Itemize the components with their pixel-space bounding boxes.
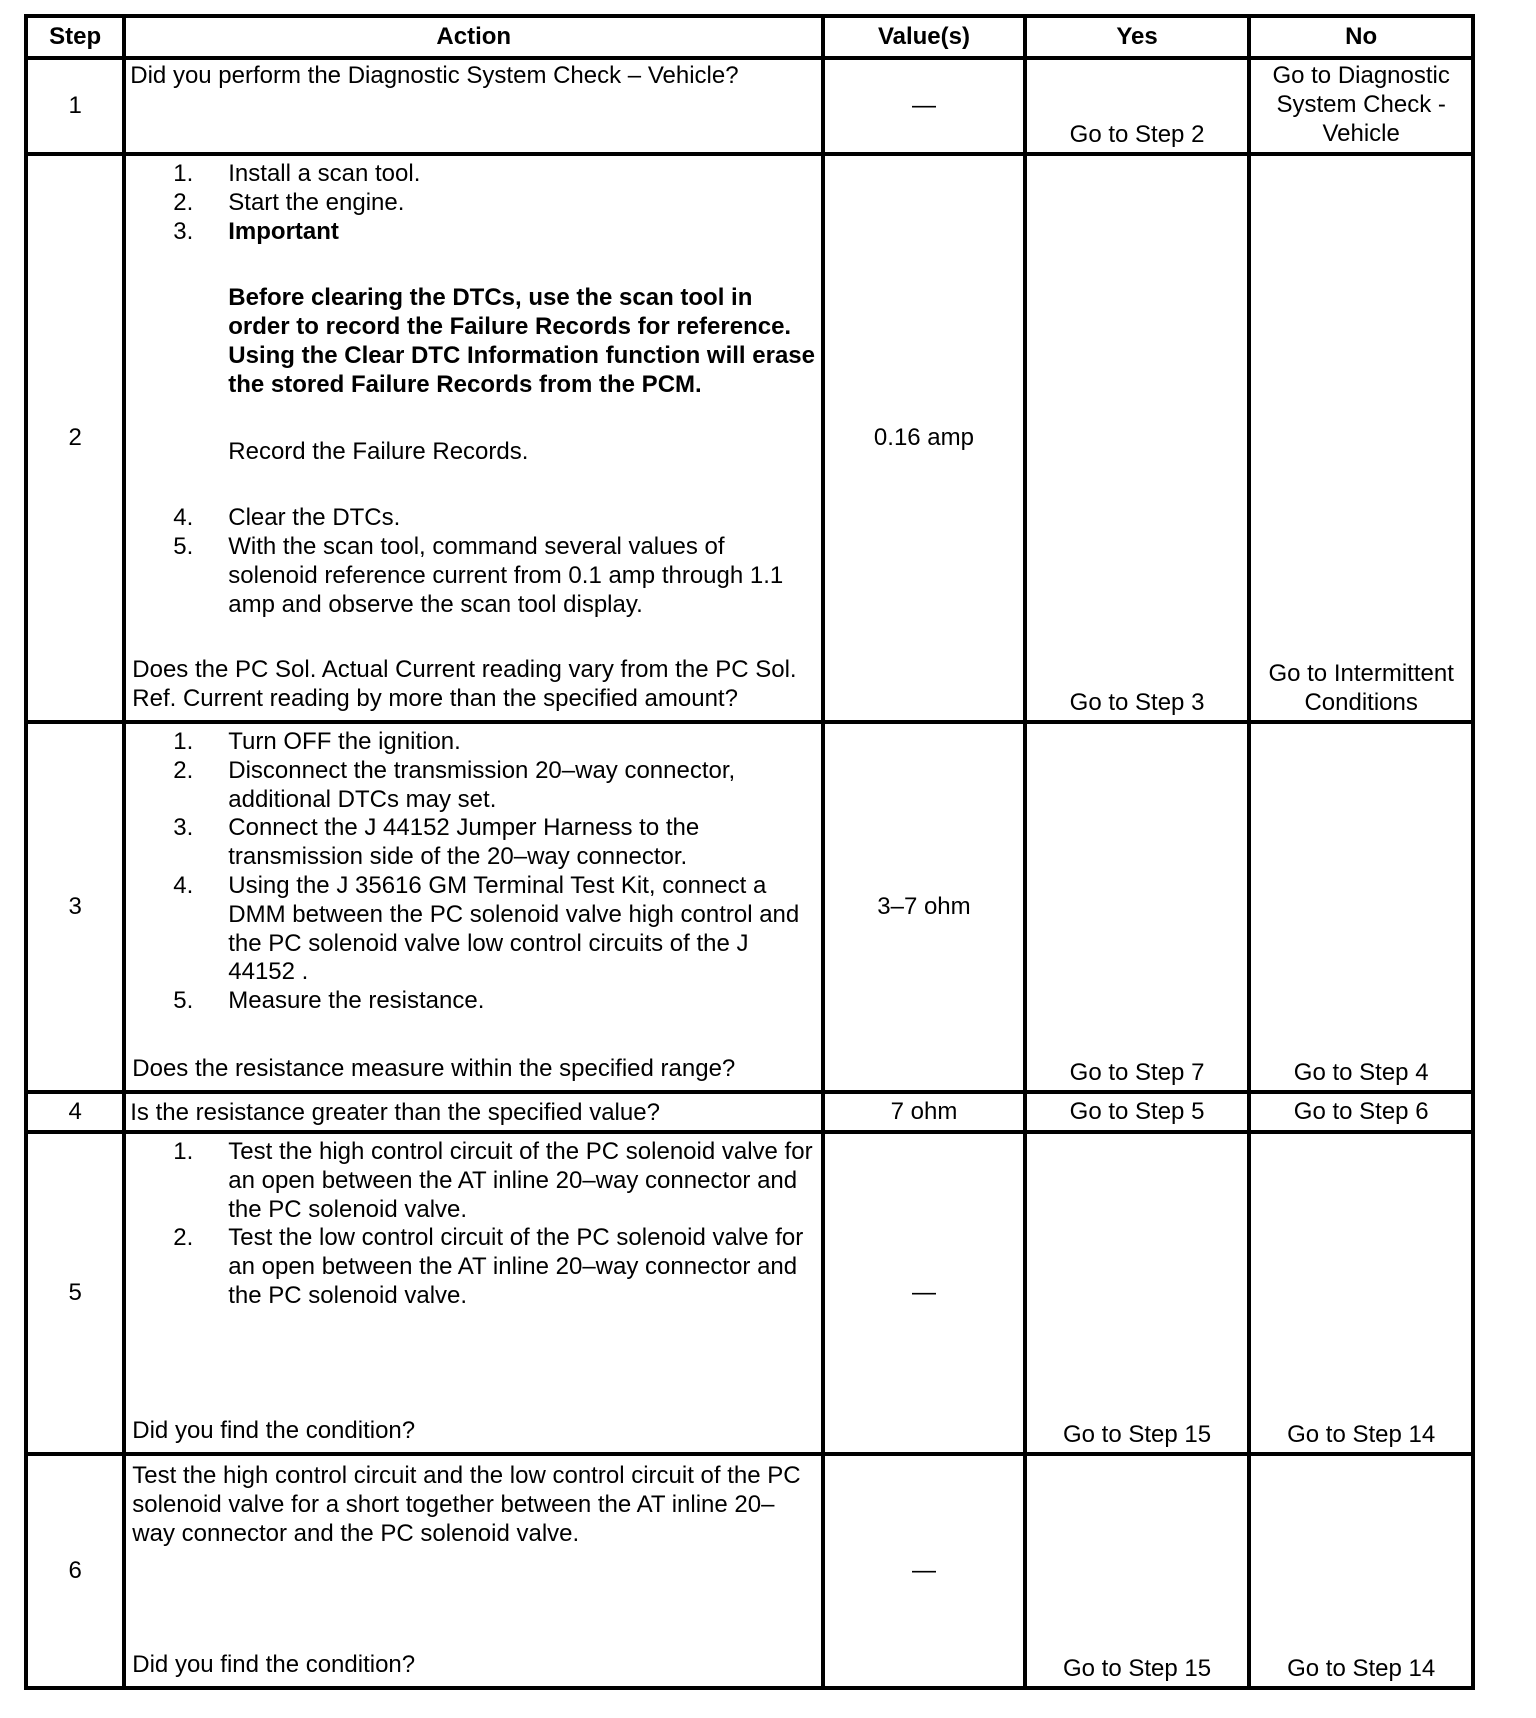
value-cell: 7 ohm [823,1092,1025,1132]
table-row [26,1132,1473,1454]
value-cell: — [823,1454,1025,1688]
table-row [26,1454,1473,1688]
record-note: Record the Failure Records. [228,437,529,465]
header-row [26,16,1473,58]
list-item: 3. Connect the J 44152 Jumper Harness to the transmission side of the 20–way connector. [173,814,700,871]
question-text: Does the resistance measure within the specified range? [132,1055,736,1083]
diagnostic-table [24,14,1475,1690]
no-cell [1249,1132,1473,1454]
action-cell [124,58,823,154]
action-text: Is the resistance greater than the specified value? [130,1098,660,1126]
list-item: 4. Using the J 35616 GM Terminal Test Kit, connect a DMM between the PC solenoid valve high control and the PC solenoid valve low control circuits of the J 44152 . [173,871,800,986]
step-number: 6 [26,1454,124,1688]
header-no: No [1249,16,1473,58]
action-cell [124,154,823,722]
table-row [26,1092,1473,1132]
action-cell [124,722,823,1092]
list-item: 2. Disconnect the transmission 20–way connector, additional DTCs may set. [173,756,736,813]
value-cell: 3–7 ohm [823,722,1025,1092]
action-steps [128,160,819,246]
no-cell [1249,722,1473,1092]
value-cell: — [823,58,1025,154]
yes-cell [1025,722,1250,1092]
no-link[interactable]: Go to Step 14 [1287,1421,1436,1449]
action-steps-continued [128,504,819,619]
no-link[interactable]: Go to Diagnostic System Check - Vehicle [1272,62,1450,147]
yes-link[interactable]: Go to Step 7 [1069,1059,1205,1087]
table-row [26,154,1473,722]
value-cell: — [823,1132,1025,1454]
yes-link[interactable]: Go to Step 2 [1069,121,1205,149]
no-link[interactable]: Go to Step 14 [1287,1655,1436,1683]
no-link[interactable]: Go to Step 6 [1293,1097,1429,1125]
yes-link[interactable]: Go to Step 5 [1069,1097,1205,1125]
list-item: 5. With the scan tool, command several values of solenoid reference current from 0.1 amp through 1.1 amp and observe the scan tool display. [173,533,784,618]
table-row [26,58,1473,154]
question-text: Did you find the condition? [132,1417,416,1445]
list-item: 1. Turn OFF the ignition. [173,728,461,755]
important-heading: Important [228,217,339,245]
yes-cell [1025,1092,1250,1132]
yes-cell [1025,154,1250,722]
question-text: Does the PC Sol. Actual Current reading vary from the PC Sol. Ref. Current reading by more than the specified amount? [132,656,797,713]
action-steps [128,728,819,1016]
list-item: 1. Test the high control circuit of the PC solenoid valve for an open between the AT inline 20–way connector and the PC solenoid valve. [173,1138,813,1223]
important-note: Before clearing the DTCs, use the scan tool in order to record the Failure Records for reference. Using the Clear DTC Information function will erase the stored Failure Records from the PCM. [228,284,815,398]
header-yes: Yes [1025,16,1250,58]
list-item: 3. Important [173,217,339,245]
yes-cell [1025,1132,1250,1454]
no-cell [1249,58,1473,154]
list-item: 5. Measure the resistance. [173,987,485,1015]
action-cell [124,1092,823,1132]
no-cell [1249,154,1473,722]
action-cell [124,1132,823,1454]
no-cell [1249,1092,1473,1132]
action-cell [124,1454,823,1688]
list-item: 2. Test the low control circuit of the PC solenoid valve for an open between the AT inline 20–way connector and the PC solenoid valve. [173,1224,804,1309]
step-number: 2 [26,154,124,722]
header-step: Step [26,16,124,58]
yes-link[interactable]: Go to Step 15 [1062,1655,1212,1683]
table-row [26,722,1473,1092]
list-item: 4. Clear the DTCs. [173,504,401,532]
step-number: 4 [26,1092,124,1132]
no-link[interactable]: Go to Step 4 [1293,1059,1429,1087]
yes-cell [1025,1454,1250,1688]
step-number: 3 [26,722,124,1092]
list-item: 1. Install a scan tool. [173,160,421,187]
action-text: Test the high control circuit and the low control circuit of the PC solenoid valve for a short together between the AT inline 20–way connector and the PC solenoid valve. [132,1462,801,1547]
header-values: Value(s) [823,16,1025,58]
action-text: Did you perform the Diagnostic System Check – Vehicle? [130,62,739,89]
step-number: 1 [26,58,124,154]
question-text: Did you find the condition? [132,1651,416,1679]
yes-link[interactable]: Go to Step 3 [1069,689,1205,717]
yes-cell [1025,58,1250,154]
header-action: Action [124,16,823,58]
action-steps [128,1138,819,1311]
no-cell [1249,1454,1473,1688]
no-link[interactable]: Go to Intermittent Conditions [1268,660,1454,717]
yes-link[interactable]: Go to Step 15 [1062,1421,1212,1449]
value-cell: 0.16 amp [823,154,1025,722]
step-number: 5 [26,1132,124,1454]
list-item: 2. Start the engine. [173,188,405,216]
